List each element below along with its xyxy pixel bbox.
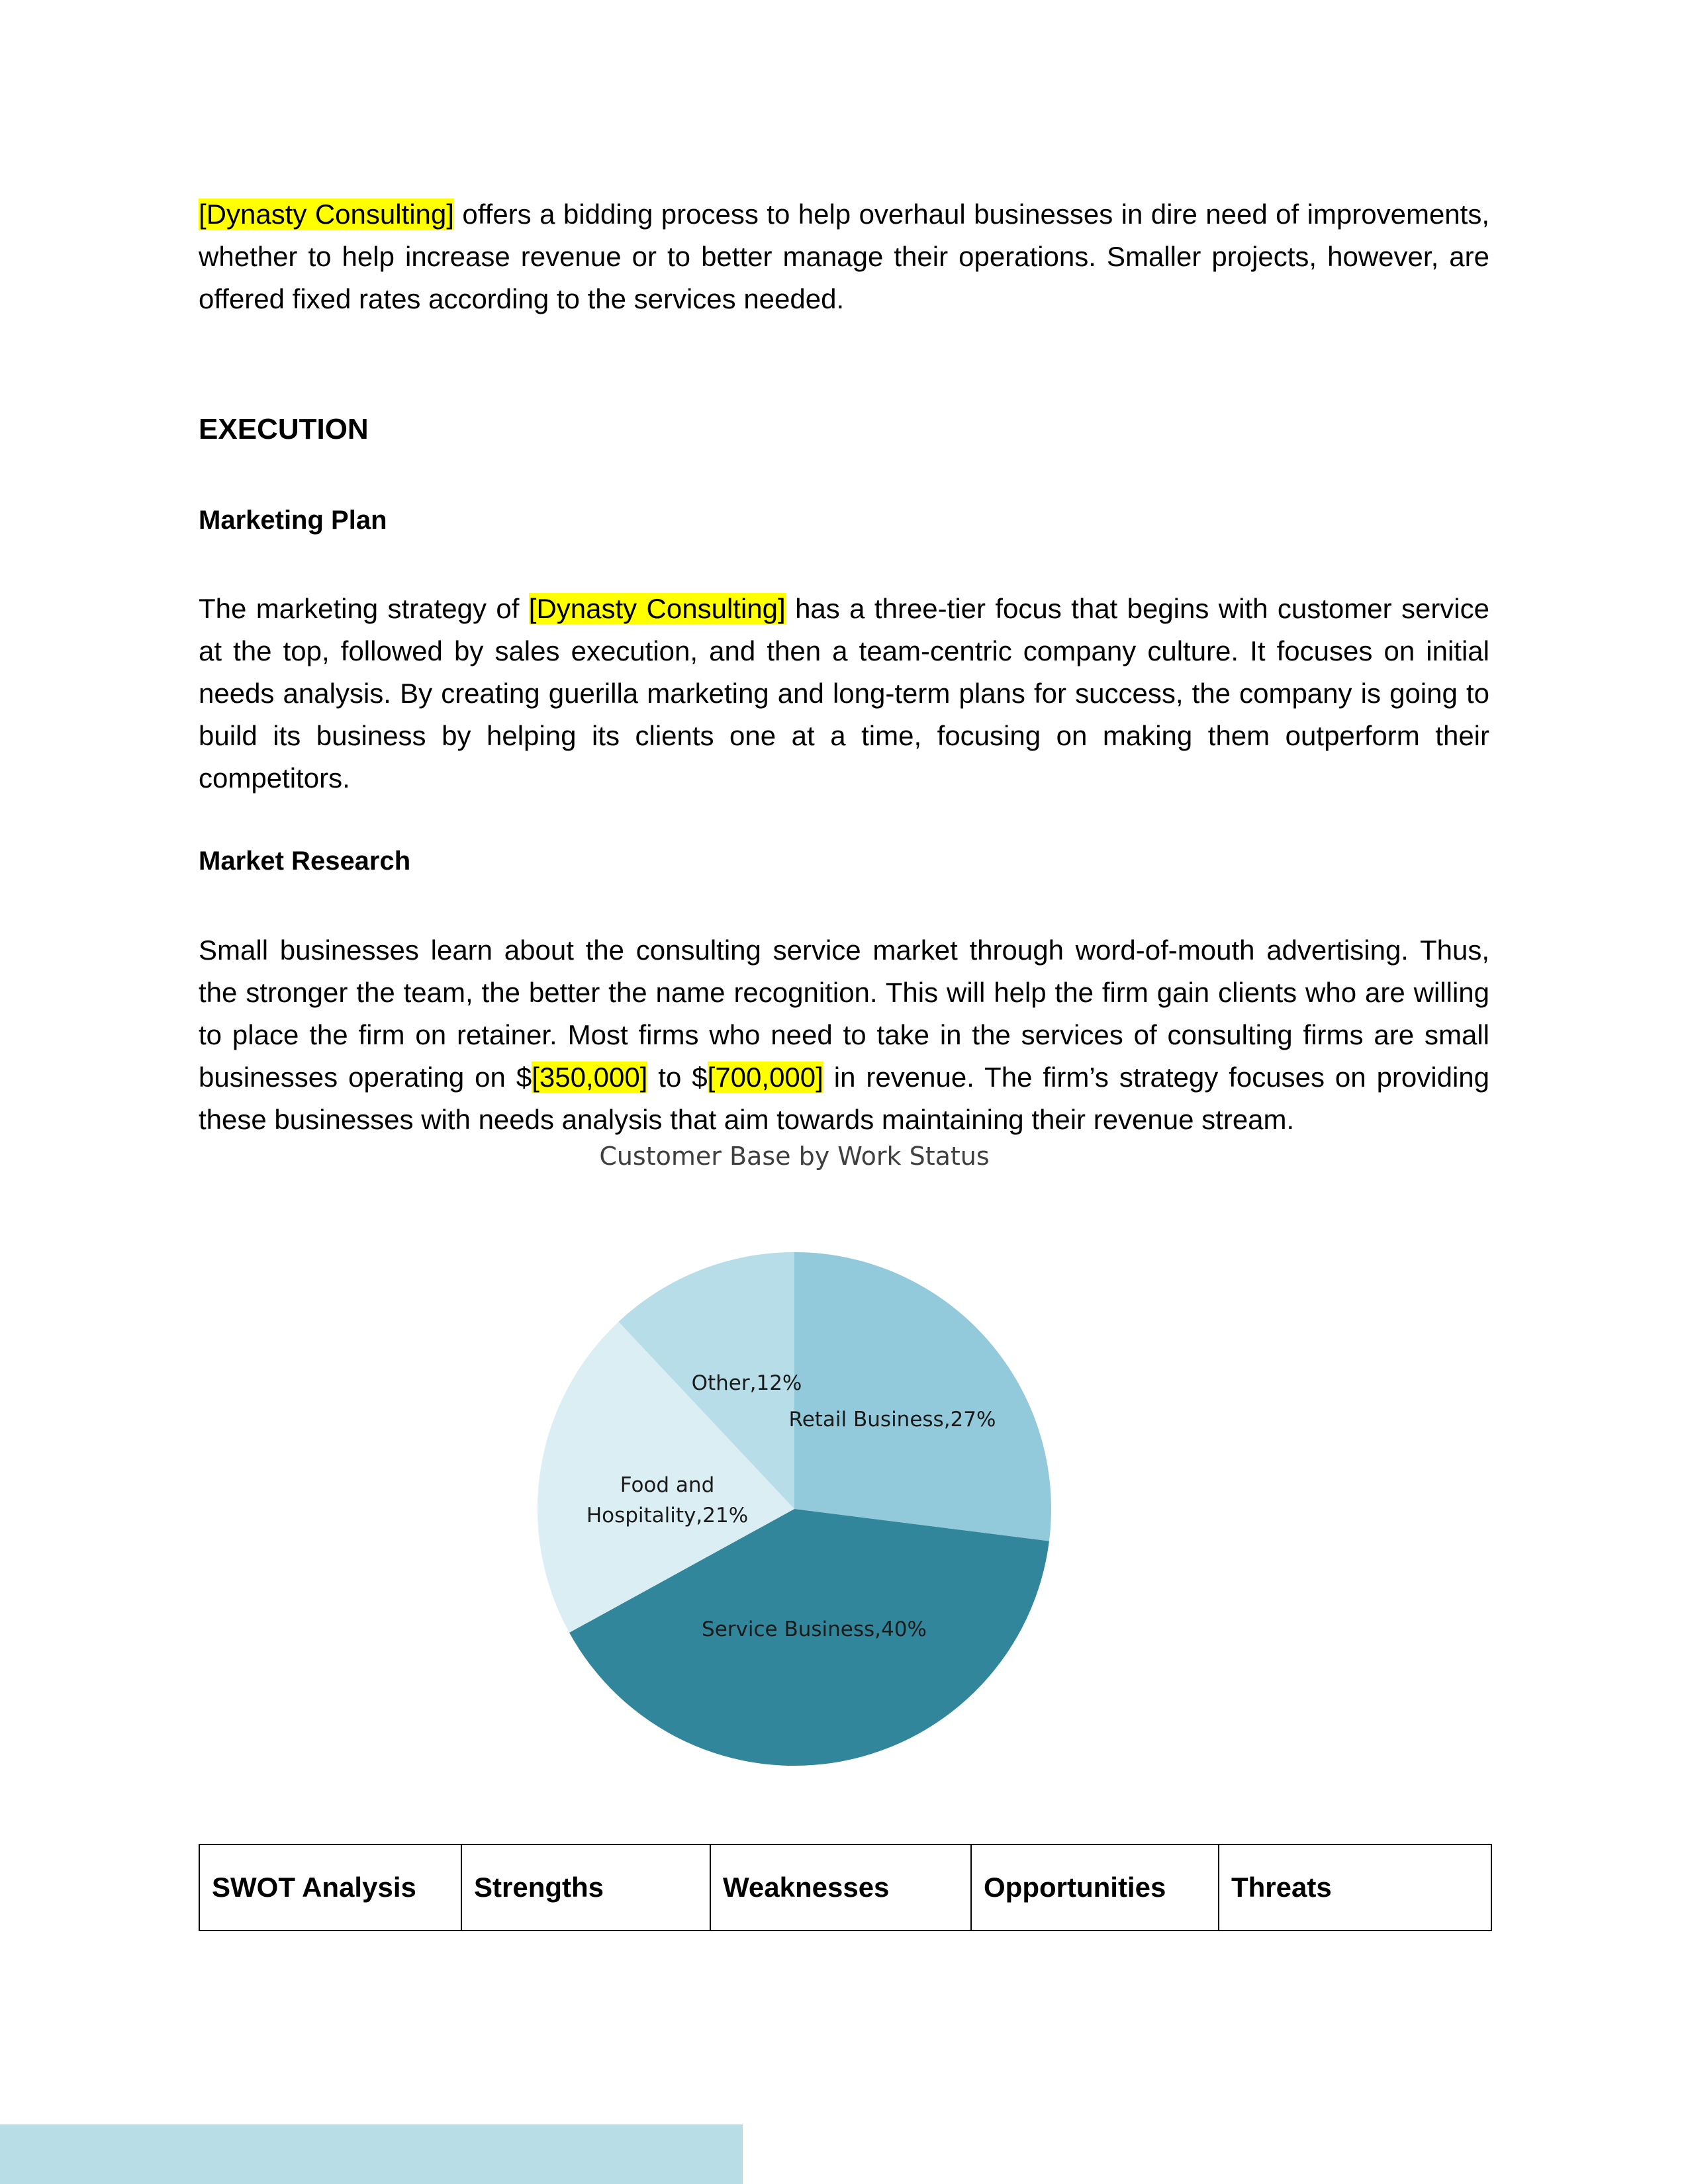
marketing-plan-text-start: The marketing strategy of bbox=[199, 593, 529, 624]
market-research-text-2: to $ bbox=[647, 1062, 708, 1093]
pie-label-retail-business: Retail Business,27% bbox=[788, 1408, 996, 1432]
footer-decorative-bar bbox=[0, 2124, 743, 2184]
strengths-cell: Strengths bbox=[461, 1844, 710, 1931]
company-name-highlight: [Dynasty Consulting] bbox=[528, 593, 786, 624]
company-name-highlight: [Dynasty Consulting] bbox=[199, 199, 454, 230]
marketing-plan-heading: Marketing Plan bbox=[199, 506, 387, 535]
swot-table bbox=[199, 1844, 1492, 1931]
weaknesses-cell: Weaknesses bbox=[710, 1844, 971, 1931]
market-research-paragraph bbox=[199, 929, 1489, 1141]
customer-base-pie-chart bbox=[463, 1138, 1225, 1774]
intro-paragraph bbox=[199, 193, 1489, 320]
revenue-max-highlight: [700,000] bbox=[707, 1062, 823, 1093]
pie-label-food-and-hospitality: Food and Hospitality,21% bbox=[586, 1473, 749, 1527]
pie-slice-retail-business bbox=[794, 1252, 1051, 1541]
market-research-heading: Market Research bbox=[199, 846, 411, 876]
swot-analysis-cell: SWOT Analysis bbox=[199, 1844, 461, 1931]
market-research-text-3: in revenue. The firm’s strategy focuses on providing these businesses with needs analysis that aim towards maintaining their revenue stream. bbox=[199, 1062, 1490, 1135]
pie-label-service-business: Service Business,40% bbox=[702, 1617, 927, 1641]
threats-cell: Threats bbox=[1219, 1844, 1491, 1931]
intro-text: offers a bidding process to help overhaul businesses in dire need of improvements, whether to help increase revenue or to better manage their operations. Smaller projects, however, are offered fixed rates according to the services needed. bbox=[199, 199, 1490, 314]
execution-heading: EXECUTION bbox=[199, 413, 369, 445]
market-research-text-1: Small businesses learn about the consulting service market through word-of-mouth advertising. Thus, the stronger the team, the better the name recognition. This will help the firm gain clients who are willing to place the firm on retainer. Most firms who need to take in the services of consulting firms are small businesses operating on $ bbox=[199, 934, 1489, 1093]
revenue-min-highlight: [350,000] bbox=[532, 1062, 648, 1093]
marketing-plan-paragraph bbox=[199, 588, 1489, 799]
pie-label-other: Other,12% bbox=[691, 1371, 802, 1395]
swot-header-row bbox=[199, 1844, 1491, 1931]
opportunities-cell: Opportunities bbox=[971, 1844, 1219, 1931]
chart-title: Customer Base by Work Status bbox=[599, 1142, 990, 1171]
marketing-plan-text-end: has a three-tier focus that begins with customer service at the top, followed by sales execution, and then a team-centric company culture. It focuses on initial needs analysis. By creating guerilla marketing and long-term plans for success, the company is going to build its business by helping its clients one at a time, focusing on making them outperform their competitors. bbox=[199, 593, 1489, 794]
